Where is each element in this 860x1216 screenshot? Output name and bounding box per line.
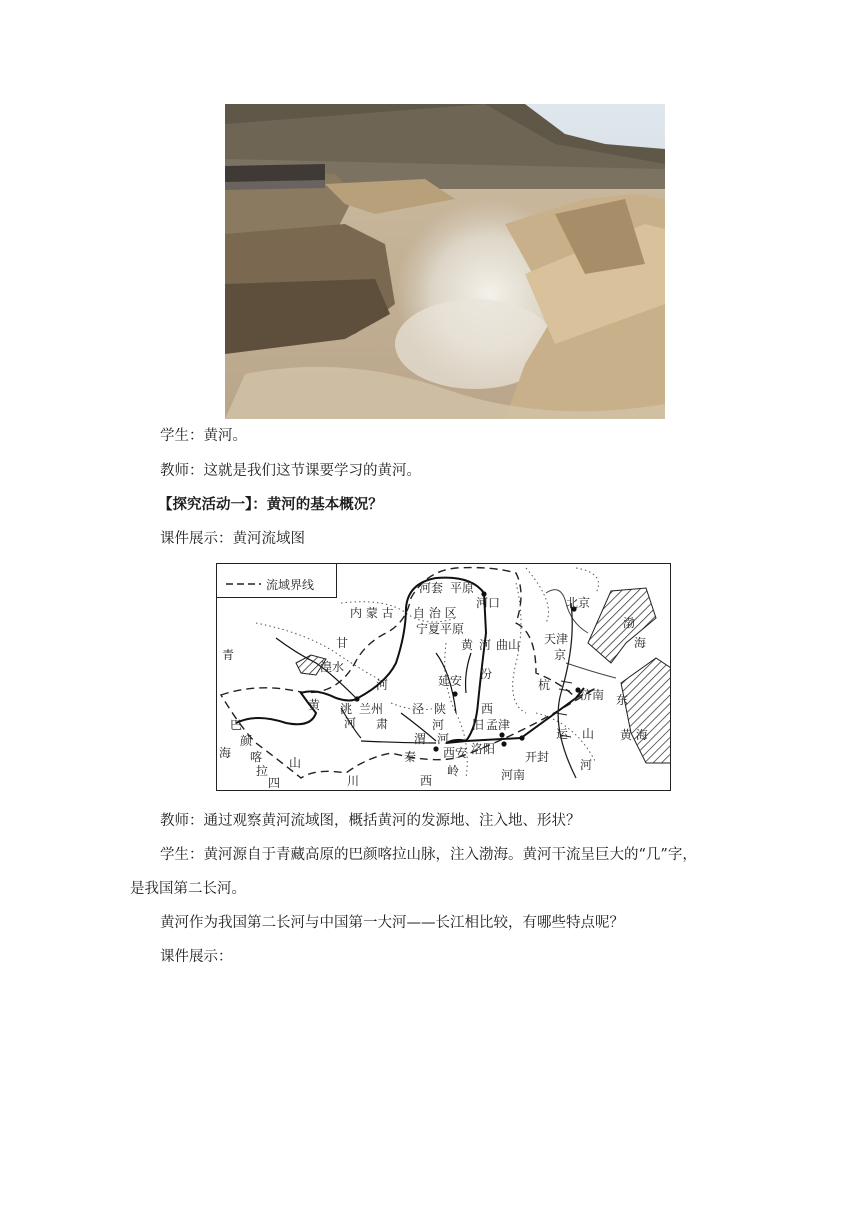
map-label-pingyuan: 平原 <box>450 581 475 595</box>
map-label-xi: 西 <box>481 702 494 716</box>
legend-label: 流域界线 <box>266 578 315 592</box>
map-label-fen: 汾 <box>480 667 493 681</box>
yellow-river-basin-map <box>216 563 671 791</box>
map-label-ka: 喀 <box>250 750 263 764</box>
map-label-su: 肃 <box>376 717 389 731</box>
map-label-beijing: 北京 <box>566 596 591 610</box>
yellow-river-waterfall-photo <box>225 104 665 419</box>
map-label-henan: 河南 <box>501 768 526 782</box>
xian-dot <box>433 746 438 751</box>
kaifeng-dot <box>519 735 524 740</box>
map-label-hai-bohai: 海 <box>634 636 647 650</box>
teacher-intro: 教师：这就是我们这节课要学习的黄河。 <box>160 463 421 479</box>
map-label-hang: 杭 <box>538 678 551 692</box>
map-label-ling: 岭 <box>447 764 460 778</box>
map-label-gan: 甘 <box>336 636 349 650</box>
map-label-he-west: 河 <box>376 678 389 692</box>
map-label-bo: 渤 <box>623 616 636 630</box>
map-label-qing: 青 <box>222 648 235 662</box>
map-label-shan-west: 山 <box>289 756 302 770</box>
map-label-yanan: 延安 <box>438 674 463 688</box>
map-label-huang-north: 黄 <box>461 638 474 652</box>
map-label-mengjin: 孟津 <box>486 718 511 732</box>
lanzhou-dot <box>354 696 359 701</box>
map-label-yun: 运 <box>556 727 569 741</box>
map-label-hetao: 河套 <box>419 581 444 595</box>
map-label-he-middle: 河 <box>432 718 445 732</box>
map-label-shan-east: 山 <box>582 727 595 741</box>
map-label-he-wei: 河 <box>437 732 450 746</box>
map-label-neimenggu: 内 蒙 古 <box>350 606 394 620</box>
comparison-question: 黄河作为我国第二长河与中国第一大河——长江相比较，有哪些特点呢？ <box>160 915 624 931</box>
map-label-jiu: 旧 <box>472 718 485 732</box>
map-label-kaifeng: 开封 <box>525 750 550 764</box>
map-label-la: 拉 <box>256 764 269 778</box>
map-label-jing: 京 <box>554 648 567 662</box>
map-label-he-north: 河 <box>479 638 492 652</box>
map-label-hekou: 河口 <box>476 596 501 610</box>
map-label-huanghai: 黄 海 <box>620 728 648 742</box>
map-label-chuan: 川 <box>347 774 360 788</box>
map-label-lanzhou: 兰州 <box>359 702 384 716</box>
map-label-hai-west: 海 <box>219 746 232 760</box>
map-label-wei: 渭 <box>414 732 427 746</box>
map-label-qushan: 曲山 <box>496 638 521 652</box>
teacher-question: 教师：通过观察黄河流域图，概括黄河的发源地、注入地、形状？ <box>160 813 581 829</box>
map-label-tianjin: 天津 <box>544 632 569 646</box>
map-label-he-grand-canal: 河 <box>580 758 593 772</box>
map-label-jing-river: 泾 <box>412 702 425 716</box>
map-label-tao-he: 河 <box>344 716 357 730</box>
activity-one-title: 【探究活动一】：黄河的基本概况？ <box>158 496 383 513</box>
map-label-xi-south: 西 <box>420 774 433 788</box>
map-label-zizhiqu: 自 治 区 <box>413 606 457 620</box>
map-label-xian: 西安 <box>443 746 468 760</box>
map-label-qin: 秦 <box>404 750 417 764</box>
mengjin-dot <box>499 732 504 737</box>
student-answer-river: 学生：黄河。 <box>160 428 247 444</box>
yanan-dot <box>452 691 457 696</box>
map-label-shaan: 陕 <box>434 702 447 716</box>
map-label-si: 四 <box>268 776 281 790</box>
student-answer-source-line1: 学生：黄河源自于青藏高原的巴颜喀拉山脉，注入渤海。黄河干流呈巨大的“几”字， <box>160 847 697 863</box>
map-label-ningxia: 宁夏平原 <box>416 622 465 636</box>
student-answer-source-line2: 是我国第二长河。 <box>130 881 246 897</box>
luoyang-dot <box>501 741 506 746</box>
map-label-ba: 巴 <box>230 718 243 732</box>
map-label-luoyang: 洛阳 <box>471 742 496 756</box>
courseware-show-caption: 课件展示： <box>160 949 233 965</box>
map-label-yan: 颜 <box>240 734 253 748</box>
map-label-huangshui: 湟水 <box>320 660 345 674</box>
map-label-dong: 东 <box>616 693 629 707</box>
map-label-huang-west: 黄 <box>308 698 321 712</box>
courseware-map-caption: 课件展示：黄河流域图 <box>160 531 305 547</box>
map-label-jinan: 济南 <box>580 688 605 702</box>
map-label-tao: 洮 <box>340 702 353 716</box>
